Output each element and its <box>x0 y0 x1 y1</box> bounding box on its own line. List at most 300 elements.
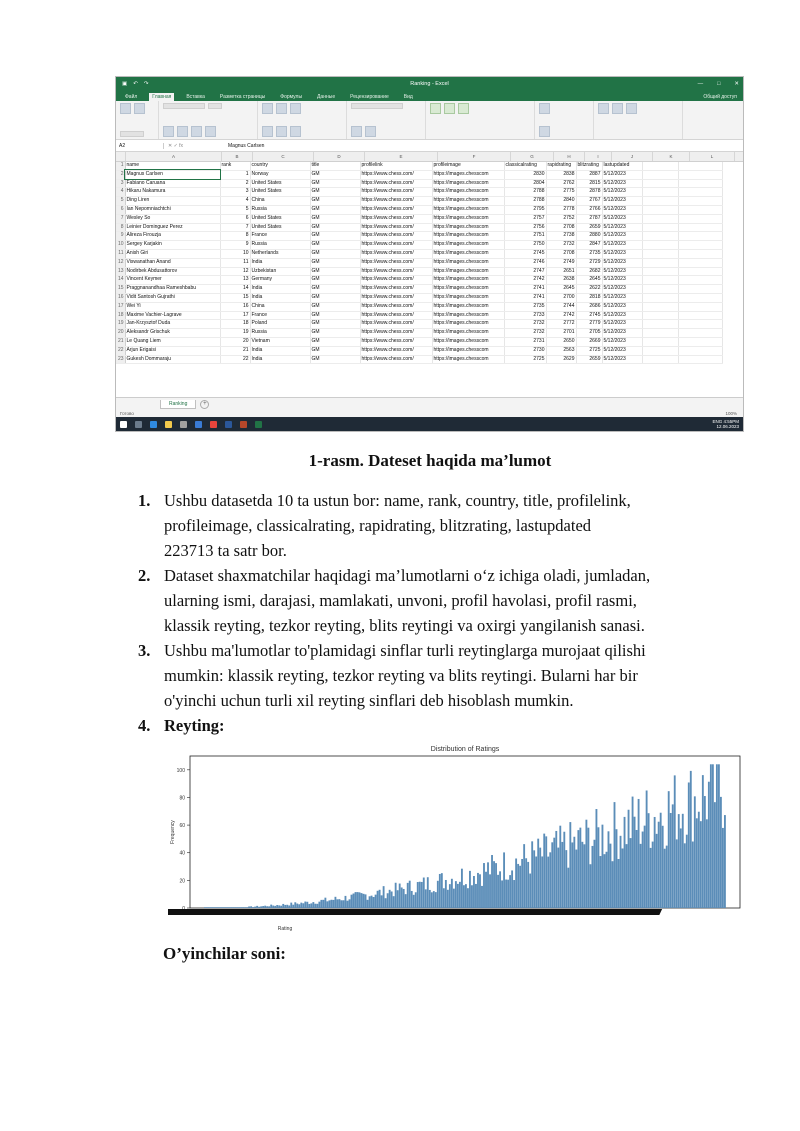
cell[interactable]: 2878 <box>576 188 602 197</box>
cell[interactable] <box>678 205 722 214</box>
column-header[interactable]: A <box>126 152 222 161</box>
cell[interactable] <box>642 329 678 338</box>
row-number[interactable]: 20 <box>116 329 125 338</box>
cell[interactable]: https://www.chess.com/ <box>360 179 432 188</box>
cell[interactable]: Germany <box>250 276 310 285</box>
column-header[interactable]: F <box>438 152 511 161</box>
cell[interactable]: India <box>250 355 310 364</box>
row-number[interactable]: 18 <box>116 311 125 320</box>
cell[interactable]: 2788 <box>504 188 546 197</box>
underline-icon[interactable] <box>191 126 202 137</box>
cell[interactable]: 2767 <box>576 197 602 206</box>
excel-icon[interactable] <box>255 421 262 428</box>
cell[interactable]: 9 <box>220 241 250 250</box>
cell[interactable]: 19 <box>220 329 250 338</box>
cell[interactable]: GM <box>310 170 360 179</box>
cell[interactable]: 5/12/2023 <box>602 302 642 311</box>
cell[interactable] <box>678 346 722 355</box>
cell[interactable]: 2815 <box>576 179 602 188</box>
cell[interactable]: GM <box>310 267 360 276</box>
cell[interactable]: lastupdated <box>602 162 642 170</box>
cell[interactable]: 2638 <box>546 276 576 285</box>
font-size-select[interactable] <box>208 103 222 109</box>
cell[interactable] <box>642 162 678 170</box>
cell[interactable] <box>678 267 722 276</box>
cell[interactable]: https://www.chess.com/ <box>360 355 432 364</box>
cell[interactable]: blitzrating <box>576 162 602 170</box>
cell[interactable]: 2775 <box>546 188 576 197</box>
cell[interactable]: 2762 <box>546 179 576 188</box>
cell[interactable]: https://www.chess.com/ <box>360 205 432 214</box>
cell[interactable]: https://images.chesscom <box>432 293 504 302</box>
find-select-icon[interactable] <box>626 103 637 114</box>
cell[interactable]: https://www.chess.com/ <box>360 337 432 346</box>
task-view-icon[interactable] <box>135 421 142 428</box>
percent-icon[interactable] <box>351 126 362 137</box>
cell[interactable]: 2751 <box>504 232 546 241</box>
cell[interactable] <box>678 214 722 223</box>
cell[interactable]: 2840 <box>546 197 576 206</box>
cell[interactable]: Nodirbek Abdusattorov <box>125 267 220 276</box>
cell[interactable]: 2818 <box>576 293 602 302</box>
cell[interactable]: 5/12/2023 <box>602 170 642 179</box>
cell[interactable]: Aleksandr Grischuk <box>125 329 220 338</box>
cell[interactable]: Gukesh Dommaraju <box>125 355 220 364</box>
cell[interactable]: 2742 <box>546 311 576 320</box>
cell[interactable] <box>642 293 678 302</box>
cell[interactable]: 2733 <box>504 311 546 320</box>
cell[interactable]: 6 <box>220 214 250 223</box>
select-all-corner[interactable] <box>116 152 126 161</box>
cell[interactable]: 5/12/2023 <box>602 258 642 267</box>
cell[interactable] <box>678 179 722 188</box>
column-header[interactable]: D <box>314 152 365 161</box>
cell[interactable]: https://images.chesscom <box>432 320 504 329</box>
cell[interactable]: 2645 <box>576 276 602 285</box>
cell[interactable]: GM <box>310 197 360 206</box>
cell[interactable] <box>642 355 678 364</box>
cell[interactable]: Wei Yi <box>125 302 220 311</box>
cell[interactable]: 14 <box>220 285 250 294</box>
cell[interactable] <box>678 258 722 267</box>
cell[interactable] <box>642 346 678 355</box>
cell[interactable]: 5/12/2023 <box>602 197 642 206</box>
undo-icon[interactable]: ↶ <box>133 80 138 87</box>
cell[interactable]: 2788 <box>504 197 546 206</box>
cell[interactable]: 2847 <box>576 241 602 250</box>
cell[interactable]: GM <box>310 346 360 355</box>
cell[interactable]: 2749 <box>546 258 576 267</box>
row-number[interactable]: 4 <box>116 188 125 197</box>
cell[interactable]: 2731 <box>504 337 546 346</box>
cell[interactable]: GM <box>310 232 360 241</box>
cell[interactable]: 18 <box>220 320 250 329</box>
chrome-icon[interactable] <box>210 421 217 428</box>
cell[interactable]: 2757 <box>504 214 546 223</box>
cell[interactable]: https://images.chesscom <box>432 276 504 285</box>
tab-file[interactable]: Файл <box>125 94 138 100</box>
cell[interactable]: title <box>310 162 360 170</box>
cell[interactable]: 2830 <box>504 170 546 179</box>
cell[interactable] <box>678 170 722 179</box>
row-number[interactable]: 2 <box>116 170 125 179</box>
cell[interactable]: 12 <box>220 267 250 276</box>
name-box[interactable]: A2 <box>116 143 164 149</box>
row-number[interactable]: 1 <box>116 162 125 170</box>
cell[interactable]: 2629 <box>546 355 576 364</box>
cell[interactable] <box>642 276 678 285</box>
cell[interactable] <box>678 329 722 338</box>
column-header[interactable]: C <box>253 152 314 161</box>
cell[interactable]: Jan-Krzysztof Duda <box>125 320 220 329</box>
cell[interactable]: https://images.chesscom <box>432 205 504 214</box>
cell[interactable]: https://images.chesscom <box>432 355 504 364</box>
autosum-icon[interactable] <box>598 103 609 114</box>
cell[interactable]: 5/12/2023 <box>602 267 642 276</box>
cell[interactable]: https://images.chesscom <box>432 285 504 294</box>
cell[interactable]: GM <box>310 302 360 311</box>
cell[interactable]: 4 <box>220 197 250 206</box>
tab-insert[interactable]: Вставка <box>186 94 205 100</box>
cell[interactable]: Hikaru Nakamura <box>125 188 220 197</box>
cell[interactable]: rank <box>220 162 250 170</box>
cell[interactable]: Vietnam <box>250 337 310 346</box>
powerpoint-icon[interactable] <box>240 421 247 428</box>
cell[interactable]: 2725 <box>576 346 602 355</box>
cell[interactable]: Norway <box>250 170 310 179</box>
column-header[interactable]: B <box>222 152 253 161</box>
cell[interactable]: 5/12/2023 <box>602 249 642 258</box>
cell[interactable]: https://www.chess.com/ <box>360 329 432 338</box>
cell[interactable]: 2735 <box>576 249 602 258</box>
mail-icon[interactable] <box>195 421 202 428</box>
cell[interactable]: China <box>250 302 310 311</box>
fx-icon[interactable]: ✕ ✓ fx <box>168 142 184 149</box>
cell[interactable]: classicalrating <box>504 162 546 170</box>
tab-data[interactable]: Данные <box>317 94 336 100</box>
cell[interactable]: 2563 <box>546 346 576 355</box>
cell[interactable]: https://www.chess.com/ <box>360 311 432 320</box>
column-header[interactable]: G <box>511 152 554 161</box>
cell[interactable]: 2732 <box>504 329 546 338</box>
cell[interactable]: 5/12/2023 <box>602 329 642 338</box>
cell[interactable]: https://images.chesscom <box>432 346 504 355</box>
cell[interactable]: 2778 <box>546 205 576 214</box>
edge-icon[interactable] <box>150 421 157 428</box>
cell[interactable] <box>642 197 678 206</box>
cell[interactable]: 5/12/2023 <box>602 179 642 188</box>
wrap-text-icon[interactable] <box>290 103 301 114</box>
column-header[interactable]: L <box>690 152 735 161</box>
cell[interactable]: https://images.chesscom <box>432 267 504 276</box>
cell[interactable]: Vidit Santosh Gujrathi <box>125 293 220 302</box>
cell[interactable]: Maxime Vachier-Lagrave <box>125 311 220 320</box>
cell[interactable] <box>678 241 722 250</box>
cell[interactable]: 2880 <box>576 232 602 241</box>
row-number[interactable]: 17 <box>116 302 125 311</box>
row-number[interactable]: 11 <box>116 249 125 258</box>
cell[interactable] <box>678 311 722 320</box>
cell[interactable] <box>678 162 722 170</box>
cell[interactable]: 2741 <box>504 293 546 302</box>
cell[interactable]: 2804 <box>504 179 546 188</box>
cell[interactable]: 13 <box>220 276 250 285</box>
cell[interactable]: France <box>250 311 310 320</box>
cell[interactable]: United States <box>250 214 310 223</box>
cell[interactable]: 1 <box>220 170 250 179</box>
cell[interactable]: Arjun Erigaisi <box>125 346 220 355</box>
cell[interactable]: 2744 <box>546 302 576 311</box>
cell[interactable]: India <box>250 346 310 355</box>
cell[interactable]: 5/12/2023 <box>602 337 642 346</box>
cell[interactable]: 5/12/2023 <box>602 311 642 320</box>
cell[interactable]: India <box>250 258 310 267</box>
cell[interactable]: https://www.chess.com/ <box>360 197 432 206</box>
tab-formulas[interactable]: Формулы <box>280 94 303 100</box>
cell[interactable] <box>642 223 678 232</box>
column-header[interactable]: H <box>554 152 585 161</box>
column-header[interactable]: J <box>612 152 653 161</box>
align-center-icon[interactable] <box>276 126 287 137</box>
row-number[interactable]: 6 <box>116 205 125 214</box>
cell[interactable]: https://www.chess.com/ <box>360 293 432 302</box>
cell[interactable]: https://www.chess.com/ <box>360 232 432 241</box>
cell[interactable]: https://www.chess.com/ <box>360 214 432 223</box>
cell[interactable]: 2732 <box>504 320 546 329</box>
row-number[interactable]: 22 <box>116 346 125 355</box>
cell[interactable]: https://www.chess.com/ <box>360 241 432 250</box>
cell[interactable]: GM <box>310 276 360 285</box>
cell[interactable]: https://images.chesscom <box>432 249 504 258</box>
cell[interactable]: China <box>250 197 310 206</box>
zoom-level[interactable]: 100% <box>725 410 737 416</box>
cell[interactable]: 2756 <box>504 223 546 232</box>
row-number[interactable]: 3 <box>116 179 125 188</box>
cell[interactable]: 2750 <box>504 241 546 250</box>
align-left-icon[interactable] <box>262 126 273 137</box>
row-number[interactable]: 8 <box>116 223 125 232</box>
cell[interactable]: https://www.chess.com/ <box>360 302 432 311</box>
cell[interactable]: Leinier Dominguez Perez <box>125 223 220 232</box>
cell[interactable]: 2700 <box>546 293 576 302</box>
sort-filter-icon[interactable] <box>612 103 623 114</box>
cell[interactable]: GM <box>310 214 360 223</box>
cell[interactable]: 2682 <box>576 267 602 276</box>
cell[interactable]: Russia <box>250 205 310 214</box>
spreadsheet-grid[interactable] <box>116 162 723 364</box>
cell[interactable]: GM <box>310 293 360 302</box>
cell[interactable]: 2772 <box>546 320 576 329</box>
close-button[interactable]: ✕ <box>734 80 739 87</box>
cell[interactable]: Sergey Karjakin <box>125 241 220 250</box>
cell[interactable] <box>642 320 678 329</box>
cell[interactable]: 2742 <box>504 276 546 285</box>
cell[interactable]: Praggnanandhaa Rameshbabu <box>125 285 220 294</box>
redo-icon[interactable]: ↷ <box>143 80 149 87</box>
cell[interactable] <box>678 355 722 364</box>
cell-styles-icon[interactable] <box>458 103 469 114</box>
cell[interactable]: https://images.chesscom <box>432 214 504 223</box>
cell[interactable]: https://images.chesscom <box>432 258 504 267</box>
row-number[interactable]: 12 <box>116 258 125 267</box>
cell[interactable]: 5/12/2023 <box>602 293 642 302</box>
cell[interactable]: profilelink <box>360 162 432 170</box>
cell[interactable]: 2645 <box>546 285 576 294</box>
cell[interactable] <box>642 311 678 320</box>
cell[interactable]: https://images.chesscom <box>432 329 504 338</box>
cell[interactable]: India <box>250 285 310 294</box>
share-button[interactable]: Общий доступ <box>703 94 737 100</box>
merge-icon[interactable] <box>290 126 301 137</box>
cell[interactable]: https://www.chess.com/ <box>360 170 432 179</box>
cell[interactable]: 5/12/2023 <box>602 188 642 197</box>
cell[interactable] <box>642 205 678 214</box>
cell[interactable]: 2747 <box>504 267 546 276</box>
row-number[interactable]: 5 <box>116 197 125 206</box>
number-format-select[interactable] <box>351 103 403 109</box>
cell[interactable]: 2729 <box>576 258 602 267</box>
cell[interactable]: https://images.chesscom <box>432 337 504 346</box>
cell[interactable]: 2779 <box>576 320 602 329</box>
align-top-icon[interactable] <box>262 103 273 114</box>
cell[interactable]: 2752 <box>546 214 576 223</box>
cell[interactable]: Alireza Firouzja <box>125 232 220 241</box>
cell[interactable]: 5/12/2023 <box>602 214 642 223</box>
cell[interactable]: 5/12/2023 <box>602 276 642 285</box>
cell[interactable]: country <box>250 162 310 170</box>
tab-page-layout[interactable]: Разметка страницы <box>219 94 266 100</box>
cell[interactable] <box>678 249 722 258</box>
cell[interactable]: GM <box>310 241 360 250</box>
cell[interactable]: Fabiano Caruana <box>125 179 220 188</box>
cell[interactable]: 2746 <box>504 258 546 267</box>
cell[interactable]: Magnus Carlsen <box>125 170 220 179</box>
column-header[interactable]: I <box>585 152 612 161</box>
cell[interactable] <box>642 302 678 311</box>
row-number[interactable]: 9 <box>116 232 125 241</box>
tab-view[interactable]: Вид <box>403 94 413 100</box>
cell[interactable] <box>678 320 722 329</box>
delete-cells-icon[interactable] <box>539 126 550 137</box>
cell[interactable]: GM <box>310 320 360 329</box>
cell[interactable]: 5/12/2023 <box>602 355 642 364</box>
cell[interactable]: 11 <box>220 258 250 267</box>
cell[interactable]: https://www.chess.com/ <box>360 258 432 267</box>
cell[interactable]: 8 <box>220 232 250 241</box>
cell[interactable] <box>642 249 678 258</box>
fill-color-icon[interactable] <box>205 126 216 137</box>
cell[interactable]: rapidrating <box>546 162 576 170</box>
insert-cells-icon[interactable] <box>539 103 550 114</box>
bold-icon[interactable] <box>163 126 174 137</box>
cell[interactable]: 2725 <box>504 355 546 364</box>
cell[interactable]: 3 <box>220 188 250 197</box>
cell[interactable] <box>678 276 722 285</box>
cell[interactable]: 5/12/2023 <box>602 223 642 232</box>
keyboard-language[interactable]: ENG <box>712 419 723 424</box>
cell[interactable]: GM <box>310 355 360 364</box>
cell[interactable]: 2732 <box>546 241 576 250</box>
cell[interactable]: name <box>125 162 220 170</box>
cell[interactable] <box>642 337 678 346</box>
add-sheet-icon[interactable]: + <box>200 400 209 409</box>
cell[interactable]: GM <box>310 179 360 188</box>
cell[interactable]: 2787 <box>576 214 602 223</box>
cell[interactable]: 17 <box>220 311 250 320</box>
cell[interactable]: United States <box>250 188 310 197</box>
cell[interactable]: Le Quang Liem <box>125 337 220 346</box>
cell[interactable] <box>642 179 678 188</box>
cell[interactable]: https://images.chesscom <box>432 311 504 320</box>
cell[interactable]: Ding Liren <box>125 197 220 206</box>
cell[interactable]: United States <box>250 179 310 188</box>
cell[interactable] <box>678 197 722 206</box>
taskbar-clock[interactable] <box>712 419 743 429</box>
cell[interactable]: GM <box>310 285 360 294</box>
cell[interactable] <box>678 337 722 346</box>
cell[interactable]: https://www.chess.com/ <box>360 223 432 232</box>
cell[interactable] <box>642 188 678 197</box>
cell[interactable]: 2838 <box>546 170 576 179</box>
cell[interactable] <box>678 293 722 302</box>
row-number[interactable]: 15 <box>116 285 125 294</box>
store-icon[interactable] <box>180 421 187 428</box>
cell[interactable]: GM <box>310 223 360 232</box>
cell[interactable]: 2705 <box>576 329 602 338</box>
cell[interactable] <box>642 267 678 276</box>
cell[interactable]: https://images.chesscom <box>432 188 504 197</box>
sheet-tab-ranking[interactable]: Ranking <box>160 400 196 409</box>
cell[interactable]: 7 <box>220 223 250 232</box>
cell[interactable] <box>678 188 722 197</box>
cell[interactable]: https://images.chesscom <box>432 232 504 241</box>
cell[interactable]: Poland <box>250 320 310 329</box>
cell[interactable] <box>642 241 678 250</box>
cell[interactable]: 2669 <box>576 337 602 346</box>
cell[interactable]: 2745 <box>576 311 602 320</box>
cell[interactable]: https://www.chess.com/ <box>360 320 432 329</box>
cell[interactable] <box>678 285 722 294</box>
minimize-button[interactable]: — <box>697 80 704 87</box>
cell[interactable]: 2622 <box>576 285 602 294</box>
cell[interactable]: 2651 <box>546 267 576 276</box>
cell[interactable]: 20 <box>220 337 250 346</box>
comma-icon[interactable] <box>365 126 376 137</box>
cell[interactable] <box>642 285 678 294</box>
cell[interactable]: GM <box>310 188 360 197</box>
cell[interactable]: Ian Nepomniachtchi <box>125 205 220 214</box>
column-header[interactable]: K <box>653 152 690 161</box>
cell[interactable]: Vincent Keymer <box>125 276 220 285</box>
cell[interactable]: 22 <box>220 355 250 364</box>
align-middle-icon[interactable] <box>276 103 287 114</box>
row-number[interactable]: 14 <box>116 276 125 285</box>
cut-icon[interactable] <box>134 103 145 114</box>
cell[interactable]: 2887 <box>576 170 602 179</box>
cell[interactable]: 10 <box>220 249 250 258</box>
cell[interactable]: 2708 <box>546 223 576 232</box>
paste-icon[interactable] <box>120 103 131 114</box>
tab-review[interactable]: Рецензирование <box>350 94 389 100</box>
cell[interactable]: 2735 <box>504 302 546 311</box>
cell[interactable]: GM <box>310 311 360 320</box>
cell[interactable]: 2650 <box>546 337 576 346</box>
cell[interactable]: 21 <box>220 346 250 355</box>
cell[interactable]: GM <box>310 329 360 338</box>
cell[interactable]: Russia <box>250 329 310 338</box>
cell[interactable]: 2730 <box>504 346 546 355</box>
cell[interactable]: Viswanathan Anand <box>125 258 220 267</box>
